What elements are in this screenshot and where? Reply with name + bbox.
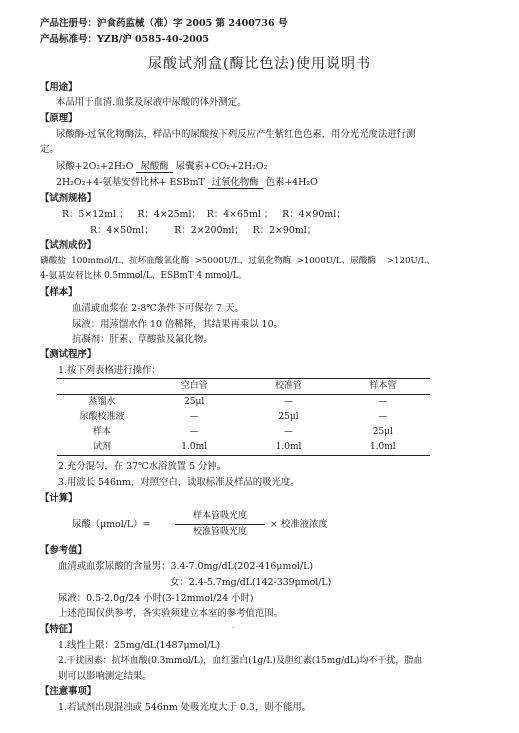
table-cell: 25μl [278,411,299,422]
table-cell: 25μl [184,396,205,407]
reaction-1 [56,161,267,173]
specs-row-1: R：5×12ml ； R：4×25ml； R：4×65ml ； R：4×90ml； [62,209,346,220]
table-cell: — [378,411,388,422]
section-heading-notes: 【注意事项】 [40,686,97,697]
table-header-cell [57,379,147,395]
features-line-2: 2.干扰因素：抗坏血酸(0.3mmol/L)，血红蛋白(1g/L)及胆红素(15mg/dL)均不干扰，脂血 [58,656,423,666]
table-cell: — [189,426,199,437]
principle-line-1: 尿酸酶-过氧化物酶法，样品中的尿酸按下列反应产生紫红色色素，用分光光度法进行测 [56,129,416,140]
reaction-2-right: 色素+4H₂O [265,177,318,188]
reaction-1-right: 尿囊素+CO₂+2H₂O₂ [175,161,268,172]
table-cell: — [283,396,293,407]
purpose-text: 本品用于血清.血浆及尿液中尿酸的体外测定。 [56,97,247,108]
reference-line-3: 尿液：0.5-2.0g/24 小时(3-12mmol/24 小时) [58,593,254,604]
section-heading-features: 【特征】 [40,624,78,635]
formula-rhs: × 校准液浓度 [270,519,328,530]
section-heading-sample: 【样本】 [40,287,78,298]
reaction-1-enzyme: 尿酸酶 [136,161,172,173]
principle-line-2: 定。 [40,144,59,155]
formula-numerator: 样本管吸光度 [175,511,265,525]
table-header-cell: 校准管 [241,379,335,395]
table-cell: 样本 [92,426,111,437]
registration-number: 产品注册号：沪食药监械（准）字 2005 第 2400736 号 [40,18,288,29]
procedure-table [57,378,430,456]
section-heading-principle: 【原理】 [40,113,78,124]
composition-line-2: 4-氨基安替比林 0.5mmol/L、ESBmT 4 mmol/L。 [40,271,248,281]
section-heading-calculation: 【计算】 [40,493,78,504]
table-cell: 试剂 [57,440,147,456]
notes-line-1: 1.若试剂出现混浊或 546nm 处吸光度大于 0.3，则不能用。 [58,702,312,713]
specs-row-2: R：4×50ml； R：2×200ml； R：2×90ml； [90,225,317,236]
table-header-cell: 样本管 [336,379,430,395]
table-cell: 蒸馏水 [88,396,116,407]
table-cell: 尿酸校准液 [79,411,125,422]
table-cell: 1.0ml [336,440,430,456]
reference-line-2: 女：2.4-5.7mg/dL(142-339μmol/L) [170,577,332,588]
section-heading-specs: 【试剂规格】 [40,193,97,204]
procedure-step-3: 3.用波长 546nm，对照空白，读取标准及样品的吸光度。 [58,477,300,488]
procedure-step-2: 2.充分混匀，在 37℃水浴放置 5 分钟。 [58,461,227,472]
table-header-cell: 空白管 [147,379,241,395]
table-row [57,440,430,456]
table-cell: — [189,411,199,422]
table-row [57,425,430,440]
section-heading-procedure: 【测试程序】 [40,349,97,360]
composition-line-1: 磷酸盐 100mmol/L、抗坏血酸氧化酶 >5000U/L、过氧化物酶 >1000U/L、尿酸酶 >120U/L、 [40,256,435,266]
procedure-step-1: 1.按下列表格进行操作： [58,365,161,376]
page-title: 尿酸试剂盒(酶比色法)使用说明书 [148,56,371,72]
formula-denominator: 校准管吸光度 [192,527,247,538]
table-cell: 1.0ml [241,440,335,456]
features-line-1: 1.线性上限：25mg/dL(1487μmol/L) [58,640,221,651]
sample-line-1: 血清或血浆在 2-8℃条件下可保存 7 天。 [72,303,244,314]
table-cell: 1.0ml [147,440,241,456]
formula-fraction [175,511,265,539]
reaction-1-left: 尿酸+2O₂+2H₂O [56,161,134,172]
table-header-row [57,379,430,395]
table-row [57,410,430,425]
sample-line-2: 尿液：用蒸馏水作 10 倍稀释，其结果再乘以 10。 [72,319,283,330]
section-heading-reference: 【参考值】 [40,545,87,556]
standard-number: 产品标准号：YZB/沪 0585-40-2005 [40,34,210,45]
reference-line-4: 上述范围仅供参考，各实验须建立本室的参考值范围。 [58,608,284,619]
reaction-2-left: 2H₂O₂+4-氨基安替比林+ ESBmT [56,177,205,188]
sample-line-3: 抗凝剂：肝素、草酸盐及氟化物。 [72,334,213,345]
stray-mark: . [232,623,234,630]
reaction-2-enzyme: 过氧化物酶 [208,177,263,189]
reaction-2 [56,177,318,189]
table-row [57,395,430,411]
section-heading-composition: 【试剂成份】 [40,240,97,251]
features-line-3: 则可以影响测定结果。 [58,671,152,682]
table-cell: — [283,426,293,437]
formula-lhs: 尿酸（μmol/L）= [72,519,151,530]
section-heading-purpose: 【用途】 [40,82,78,93]
table-cell: 25μl [372,426,393,437]
table-cell: — [378,396,388,407]
reference-line-1: 血清或血浆尿酸的含量男：3.4-7.0mg/dL(202-416μmol/L) [58,561,314,572]
